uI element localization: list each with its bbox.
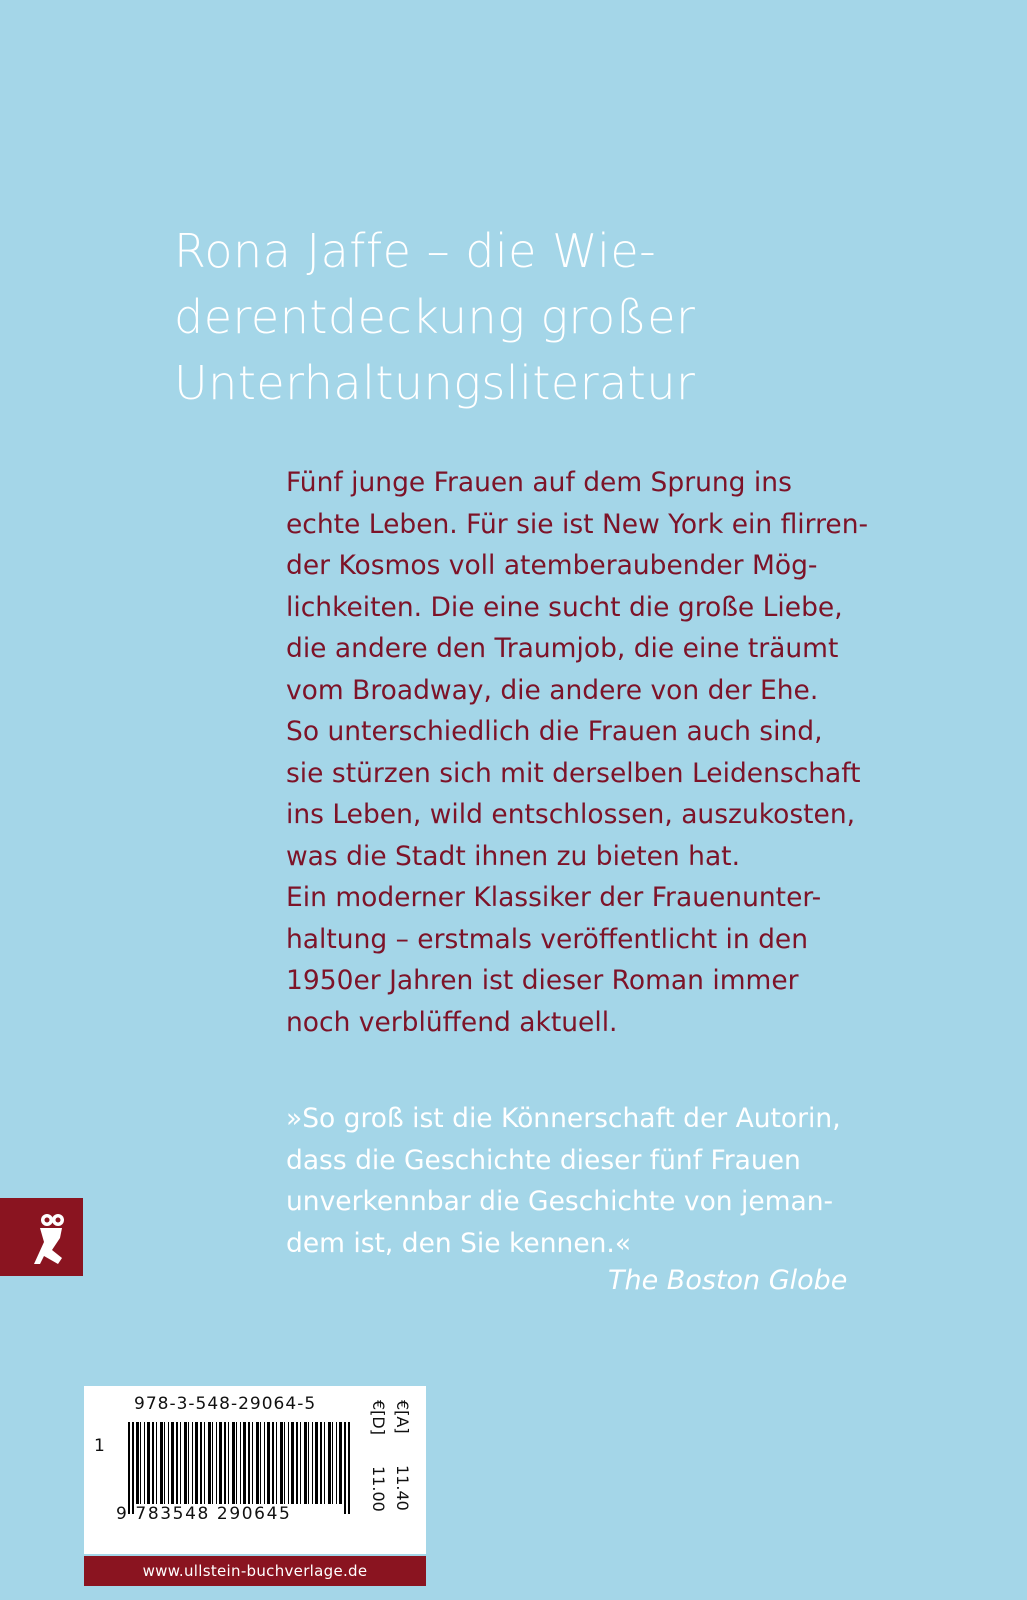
price-de <box>364 1400 388 1540</box>
headline-line: Unterhaltungsliteratur <box>174 356 696 410</box>
quote-line: unverkennbar die Geschichte von jeman- <box>286 1186 834 1217</box>
barcode-lead-digit: 1 <box>94 1436 105 1456</box>
barcode-guard-left <box>128 1422 134 1514</box>
owl-logo-graphic <box>0 1198 83 1276</box>
blurb-line: noch verblüffend aktuell. <box>286 1006 618 1038</box>
blurb-line: Fünf junge Frauen auf dem Sprung ins <box>286 467 792 498</box>
headline-line: Rona Jaffe – die Wie- <box>174 224 657 278</box>
price-block <box>364 1400 418 1540</box>
blurb-line: haltung – erstmals veröffentlicht in den <box>286 923 809 955</box>
isbn-number: 978-3-548-29064-5 <box>134 1394 317 1414</box>
publisher-url: www.ullstein-buchverlage.de <box>84 1556 426 1586</box>
quote-line: dass die Geschichte dieser fünf Frauen <box>286 1144 801 1176</box>
blurb-line: ins Leben, wild entschlossen, auszukosten, <box>286 799 856 830</box>
price-de-label: €[D] <box>369 1400 388 1435</box>
barcode-box <box>84 1386 426 1554</box>
blurb-line: der Kosmos voll atemberaubender Mög- <box>286 550 818 581</box>
blurb-line: So unterschiedlich die Frauen auch sind, <box>286 716 823 747</box>
ullstein-owl-logo-icon <box>0 1198 83 1276</box>
price-at <box>388 1400 412 1540</box>
price-at-value: 11.40 <box>393 1464 412 1511</box>
quote-line: dem ist, den Sie kennen.« <box>286 1227 632 1259</box>
barcode-guard-right <box>344 1422 350 1514</box>
headline-line: derentdeckung großer <box>174 290 696 344</box>
headline <box>174 218 974 416</box>
blurb-line: sie stürzen sich mit derselben Leidenschaft <box>286 757 861 789</box>
blurb-line: was die Stadt ihnen zu bieten hat. <box>286 840 740 872</box>
blurb-line: die andere den Traumjob, die eine träumt <box>286 633 839 664</box>
blurb-line: 1950er Jahren ist dieser Roman immer <box>286 965 799 996</box>
blurb-text <box>286 462 986 1043</box>
review-quote <box>286 1098 986 1264</box>
blurb-line: lichkeiten. Die eine sucht die große Liebe, <box>286 591 843 623</box>
barcode-bars <box>128 1422 350 1504</box>
quote-source: The Boston Globe <box>608 1265 848 1296</box>
blurb-line: vom Broadway, die andere von der Ehe. <box>286 674 819 706</box>
price-at-label: €[A] <box>393 1400 412 1434</box>
blurb-line: echte Leben. Für sie ist New York ein flirren- <box>286 508 869 540</box>
ean-digits: 9 783548 290645 <box>116 1504 292 1524</box>
quote-line: »So groß ist die Könnerschaft der Autorin, <box>286 1103 841 1134</box>
blurb-line: Ein moderner Klassiker der Frauenunter- <box>286 882 822 913</box>
price-de-value: 11.00 <box>369 1466 388 1512</box>
